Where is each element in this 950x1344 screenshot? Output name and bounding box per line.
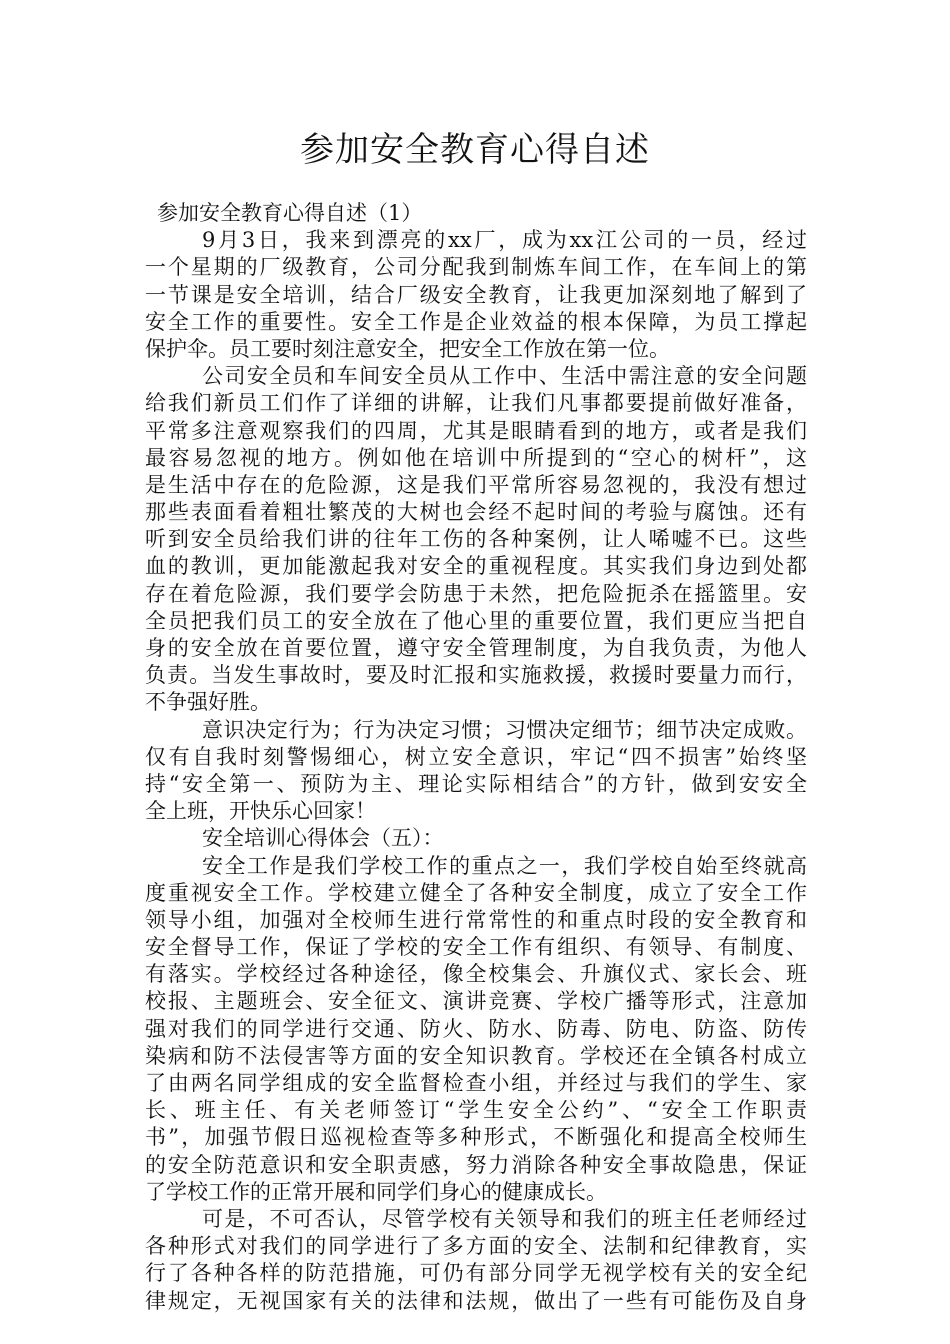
paragraph-line: 是生活中存在的危险源，这是我们平常所容易忽视的，我没有想过	[145, 472, 807, 497]
paragraph-line: 了学校工作的正常开展和同学们身心的健康成长。	[145, 1179, 607, 1204]
paragraph-line: 校报、主题班会、安全征文、演讲竞赛、学校广播等形式，注意加	[145, 989, 807, 1014]
paragraph-line: 染病和防不法侵害等方面的安全知识教育。学校还在全镇各村成立	[145, 1043, 807, 1068]
paragraph-line: 安全工作的重要性。安全工作是企业效益的根本保障，为员工撑起	[145, 309, 807, 334]
paragraph-line: 最容易忽视的地方。例如他在培训中所提到的“空心的树杆”，这	[145, 445, 807, 470]
paragraph-line: 9月3日，我来到漂亮的xx厂，成为xx江公司的一员，经过	[202, 228, 807, 253]
paragraph-line: 强对我们的同学进行交通、防火、防水、防毒、防电、防盗、防传	[145, 1016, 807, 1041]
paragraph-line: 一节课是安全培训，结合厂级安全教育，让我更加深刻地了解到了	[145, 282, 807, 307]
section-heading: 安全培训心得体会（五）：	[202, 826, 444, 851]
paragraph-line: 听到安全员给我们讲的往年工伤的各种案例，让人唏嘘不已。这些	[145, 527, 807, 552]
paragraph-line: 的安全防范意识和安全职责感，努力消除各种安全事故隐患，保证	[145, 1152, 807, 1177]
paragraph-line: 安全督导工作，保证了学校的安全工作有组织、有领导、有制度、	[145, 935, 807, 960]
paragraph-line: 那些表面看着粗壮繁茂的大树也会经不起时间的考验与腐蚀。还有	[145, 500, 807, 525]
paragraph-line: 仅有自我时刻警惕细心，树立安全意识，牢记“四不损害”始终坚	[145, 744, 807, 769]
paragraph-line: 存在着危险源，我们要学会防患于未然，把危险扼杀在摇篮里。安	[145, 581, 807, 606]
paragraph-line: 不争强好胜。	[145, 690, 271, 715]
paragraph-line: 领导小组，加强对全校师生进行常常性的和重点时段的安全教育和	[145, 907, 807, 932]
paragraph-line: 度重视安全工作。学校建立健全了各种安全制度，成立了安全工作	[145, 880, 807, 905]
paragraph-line: 有落实。学校经过各种途径，像全校集会、升旗仪式、家长会、班	[145, 962, 807, 987]
section-heading: 参加安全教育心得自述（1）	[157, 201, 423, 225]
paragraph-line: 血的教训，更加能激起我对安全的重视程度。其实我们身边到处都	[145, 554, 807, 579]
paragraph-line: 保护伞。员工要时刻注意安全，把安全工作放在第一位。	[145, 336, 670, 361]
paragraph-line: 长、班主任、有关老师签订“学生安全公约”、“安全工作职责	[145, 1098, 807, 1123]
paragraph-line: 全员把我们员工的安全放在了他心里的重要位置，我们更应当把自	[145, 608, 807, 633]
document-body	[145, 200, 807, 1315]
paragraph-line: 律规定，无视国家有关的法律和法规，做出了一些有可能伤及自身	[145, 1288, 807, 1313]
paragraph-line: 一个星期的厂级教育，公司分配我到制炼车间工作，在车间上的第	[145, 255, 807, 280]
paragraph-line: 负责。当发生事故时，要及时汇报和实施救援，救援时要量力而行，	[145, 663, 807, 688]
document-title: 参加安全教育心得自述	[300, 130, 650, 170]
paragraph-line: 平常多注意观察我们的四周，尤其是眼睛看到的地方，或者是我们	[145, 418, 807, 443]
paragraph-line: 身的安全放在首要位置，遵守安全管理制度，为自我负责，为他人	[145, 636, 807, 660]
paragraph-line: 全上班，开快乐心回家！	[145, 799, 376, 824]
paragraph-line: 各种形式对我们的同学进行了多方面的安全、法制和纪律教育，实	[145, 1234, 807, 1259]
paragraph-line: 书”，加强节假日巡视检查等多种形式，不断强化和提高全校师生	[145, 1125, 807, 1150]
paragraph-line: 公司安全员和车间安全员从工作中、生活中需注意的安全问题	[202, 364, 807, 389]
paragraph-line: 持“安全第一、预防为主、理论实际相结合”的方针，做到安安全	[145, 771, 807, 796]
paragraph-line: 了由两名同学组成的安全监督检查小组，并经过与我们的学生、家	[145, 1071, 807, 1095]
paragraph-line: 意识决定行为；行为决定习惯；习惯决定细节；细节决定成败。	[202, 717, 807, 742]
paragraph-line: 给我们新员工们作了详细的讲解，让我们凡事都要提前做好准备，	[145, 391, 807, 416]
paragraph-line: 行了各种各样的防范措施，可仍有部分同学无视学校有关的安全纪	[145, 1261, 807, 1286]
paragraph-line: 安全工作是我们学校工作的重点之一，我们学校自始至终就高	[202, 853, 807, 878]
paragraph-line: 可是，不可否认，尽管学校有关领导和我们的班主任老师经过	[202, 1206, 807, 1231]
